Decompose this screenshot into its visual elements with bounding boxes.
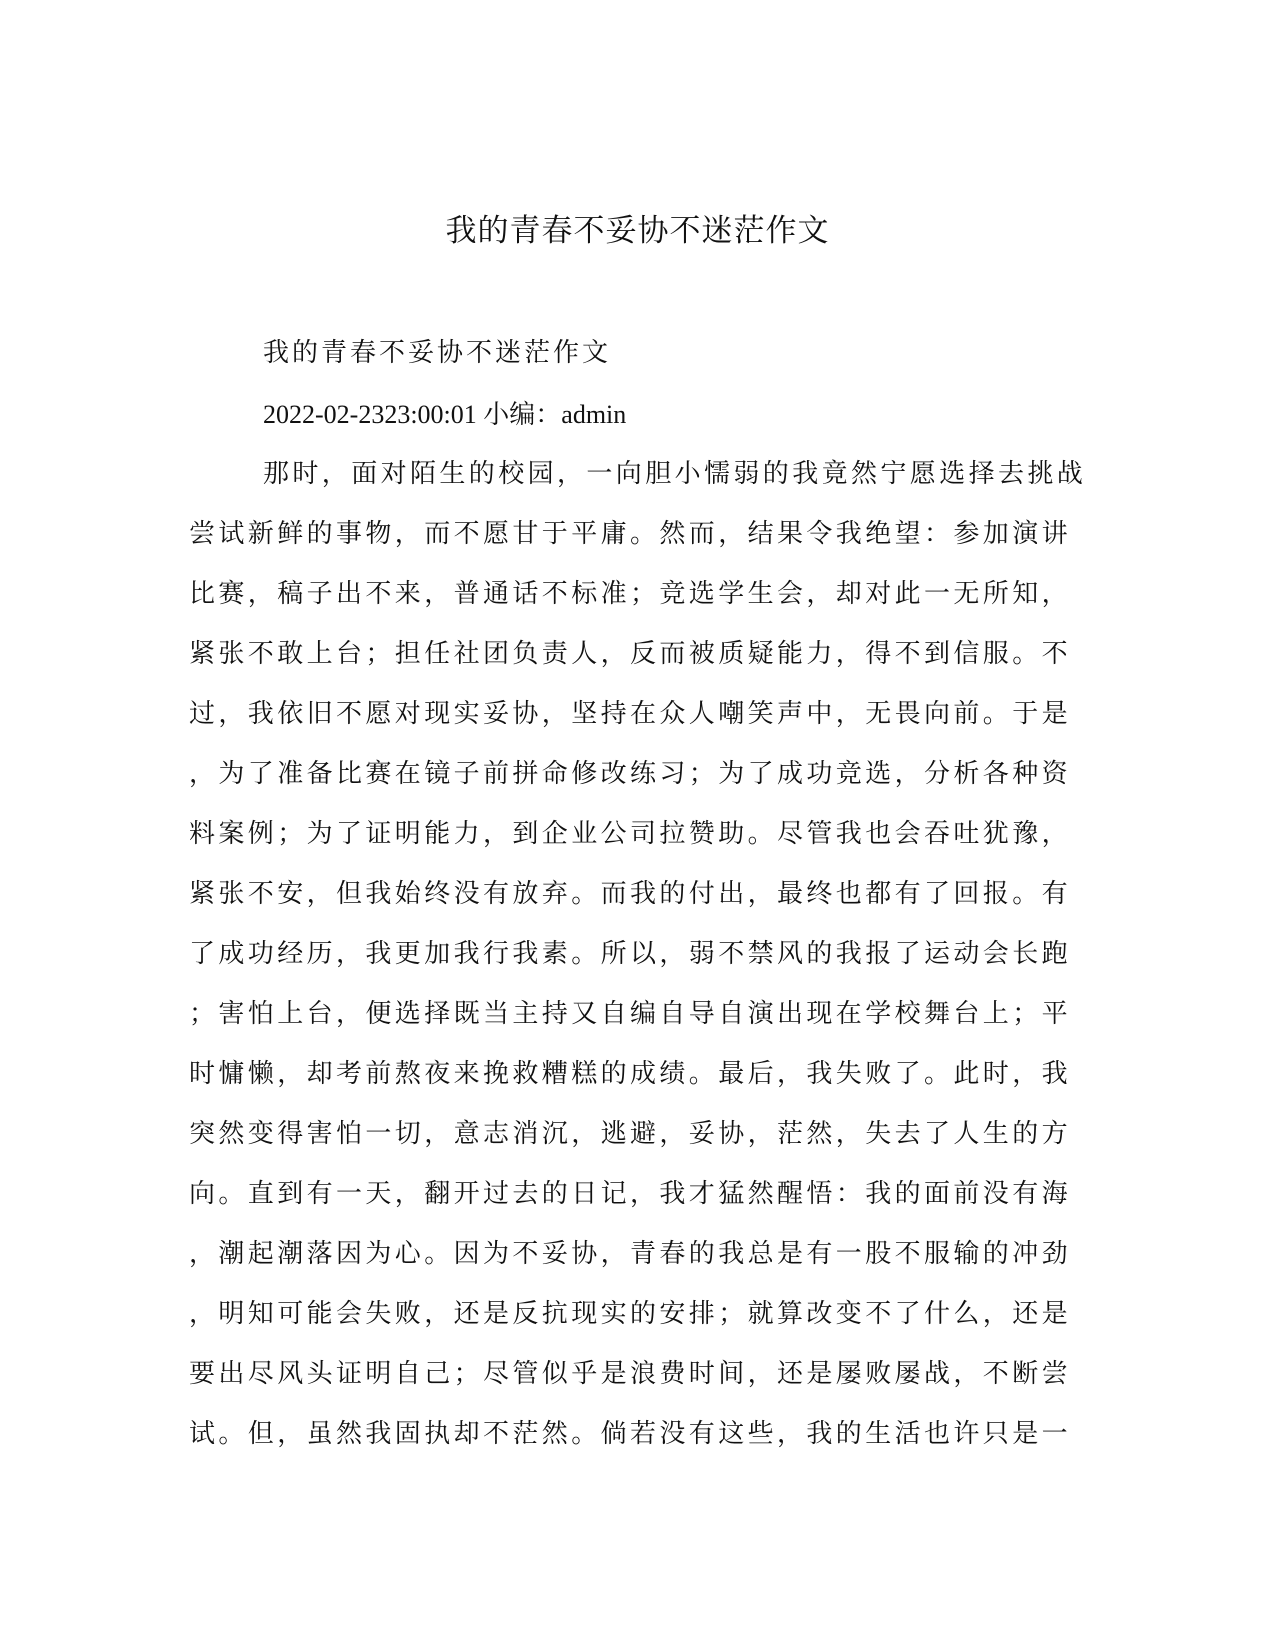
- body-line: 尝试新鲜的事物，而不愿甘于平庸。然而，结果令我绝望：参加演讲: [189, 519, 1072, 549]
- body-line: 比赛，稿子出不来，普通话不标准；竞选学生会，却对此一无所知，: [189, 579, 1072, 609]
- meta-datetime: 2022-02-2323:00:01: [263, 400, 477, 429]
- body-line: 突然变得害怕一切，意志消沉，逃避，妥协，茫然，失去了人生的方: [189, 1119, 1072, 1149]
- body-line: 过，我依旧不愿对现实妥协，坚持在众人嘲笑声中，无畏向前。于是: [189, 699, 1072, 729]
- body-line: 紧张不安，但我始终没有放弃。而我的付出，最终也都有了回报。有: [189, 879, 1072, 909]
- article-meta: [263, 395, 626, 435]
- meta-editor-name: admin: [561, 400, 627, 429]
- body-line: 向。直到有一天，翻开过去的日记，我才猛然醒悟：我的面前没有海: [189, 1179, 1072, 1209]
- body-line: 紧张不敢上台；担任社团负责人，反而被质疑能力，得不到信服。不: [189, 639, 1072, 669]
- meta-editor-label: 小编：: [483, 400, 562, 430]
- body-line: 那时，面对陌生的校园，一向胆小懦弱的我竟然宁愿选择去挑战: [263, 459, 1087, 489]
- body-line: ，潮起潮落因为心。因为不妥协，青春的我总是有一股不服输的冲劲: [189, 1239, 1072, 1269]
- body-line: 料案例；为了证明能力，到企业公司拉赞助。尽管我也会吞吐犹豫，: [189, 819, 1072, 849]
- body-line: 了成功经历，我更加我行我素。所以，弱不禁风的我报了运动会长跑: [189, 939, 1072, 969]
- body-line: 时慵懒，却考前熬夜来挽救糟糕的成绩。最后，我失败了。此时，我: [189, 1059, 1072, 1089]
- article-body: [189, 452, 1087, 1472]
- body-line: 要出尽风头证明自己；尽管似乎是浪费时间，还是屡败屡战，不断尝: [189, 1359, 1072, 1389]
- body-line: ；害怕上台，便选择既当主持又自编自导自演出现在学校舞台上；平: [189, 999, 1072, 1029]
- body-line: ，明知可能会失败，还是反抗现实的安排；就算改变不了什么，还是: [189, 1299, 1072, 1329]
- body-line: ，为了准备比赛在镜子前拼命修改练习；为了成功竞选，分析各种资: [189, 759, 1072, 789]
- document-title: 我的青春不妥协不迷茫作文: [445, 213, 830, 249]
- article-subtitle: 我的青春不妥协不迷茫作文: [263, 338, 612, 368]
- body-line: 试。但，虽然我固执却不茫然。倘若没有这些，我的生活也许只是一: [189, 1419, 1072, 1449]
